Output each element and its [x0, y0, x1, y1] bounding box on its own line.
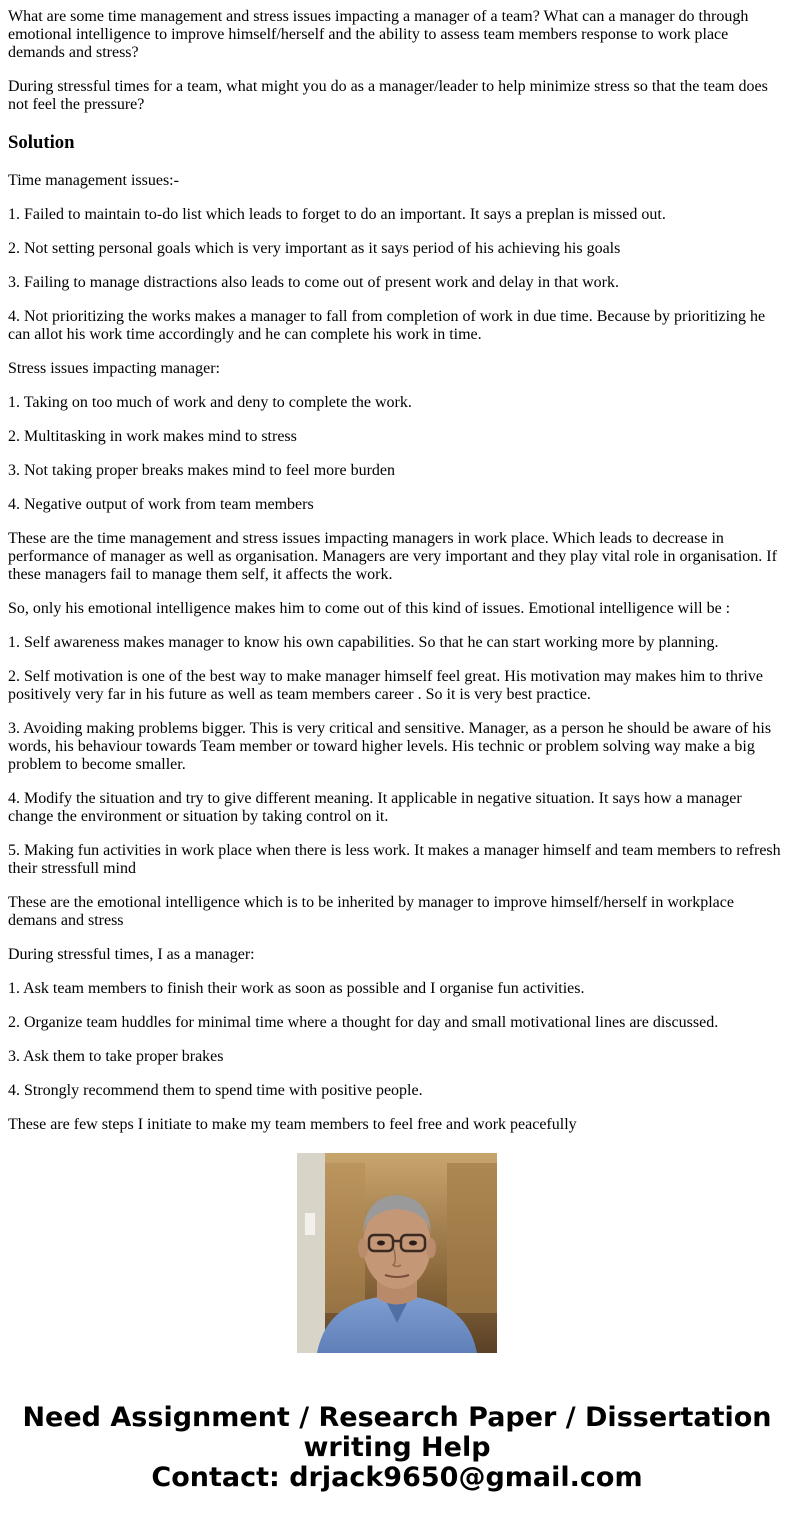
footer-contact[interactable]: Contact: drjack9650@gmail.com: [151, 1462, 643, 1493]
solution-paragraph: So, only his emotional intelligence makes him to come out of this kind of issues. Emotional intelligence will be :: [8, 600, 731, 617]
solution-paragraph: 2. Multitasking in work makes mind to stress: [8, 428, 297, 445]
solution-paragraph: These are the time management and stress issues impacting managers in work place. Which leads to decrease in performance of manager as well as organisation. Managers are very important and they play vital role in organisation. If these managers fail to manage them self, it affects the work.: [8, 530, 777, 583]
solution-paragraph: 2. Not setting personal goals which is very important as it says period of his achieving his goals: [8, 240, 621, 257]
solution-paragraph: 3. Ask them to take proper brakes: [8, 1048, 224, 1065]
solution-paragraph: 4. Negative output of work from team members: [8, 496, 314, 513]
article-content: [8, 0, 784, 1133]
solution-paragraph: 2. Self motivation is one of the best way to make manager himself feel great. His motivation may makes him to thrive positively very far in his future as well as team members career . So it is very best practice.: [8, 668, 763, 703]
solution-paragraph: 2. Organize team huddles for minimal time where a thought for day and small motivational lines are discussed.: [8, 1014, 719, 1031]
solution-paragraph: 4. Modify the situation and try to give different meaning. It applicable in negative situation. It says how a manager change the environment or situation by taking control on it.: [8, 790, 742, 825]
solution-paragraph: 4. Not prioritizing the works makes a manager to fall from completion of work in due time. Because by prioritizing he can allot his work time accordingly and he can complete his work in time.: [8, 308, 766, 343]
footer-line: writing Help: [303, 1432, 491, 1463]
solution-heading: Solution: [8, 132, 75, 153]
solution-paragraph: 1. Self awareness makes manager to know his own capabilities. So that he can start working more by planning.: [8, 634, 719, 651]
author-avatar: [297, 1153, 497, 1353]
solution-paragraph: Stress issues impacting manager:: [8, 360, 220, 377]
solution-paragraph: 1. Taking on too much of work and deny to complete the work.: [8, 394, 412, 411]
solution-paragraph: These are few steps I initiate to make my team members to feel free and work peacefully: [8, 1116, 577, 1133]
solution-paragraph: 1. Ask team members to finish their work as soon as possible and I organise fun activities.: [8, 980, 585, 997]
solution-paragraph: 3. Not taking proper breaks makes mind to feel more burden: [8, 462, 395, 479]
question-paragraph: During stressful times for a team, what might you do as a manager/leader to help minimize stress so that the team does not feel the pressure?: [8, 78, 768, 113]
question-paragraph: What are some time management and stress issues impacting a manager of a team? What can a manager do through emotional intelligence to improve himself/herself and the ability to assess team members response to work place demands and stress?: [8, 8, 749, 61]
footer-line: Need Assignment / Research Paper / Dissertation: [22, 1402, 772, 1433]
solution-paragraph: 3. Failing to manage distractions also leads to come out of present work and delay in that work.: [8, 274, 619, 291]
solution-paragraph: These are the emotional intelligence which is to be inherited by manager to improve himself/herself in workplace demans and stress: [8, 894, 734, 929]
author-photo: [297, 1153, 497, 1353]
solution-paragraph: Time management issues:-: [8, 172, 179, 189]
solution-paragraph: 5. Making fun activities in work place when there is less work. It makes a manager himself and team members to refresh their stressfull mind: [8, 842, 781, 877]
footer-banner: [0, 1403, 794, 1493]
solution-paragraph: 4. Strongly recommend them to spend time with positive people.: [8, 1082, 423, 1099]
solution-paragraph: 3. Avoiding making problems bigger. This is very critical and sensitive. Manager, as a person he should be aware of his words, his behaviour towards Team member or toward higher levels. His technic or problem solving way make a big problem to become smaller.: [8, 720, 772, 773]
solution-paragraph: 1. Failed to maintain to-do list which leads to forget to do an important. It says a preplan is missed out.: [8, 206, 666, 223]
solution-paragraph: During stressful times, I as a manager:: [8, 946, 255, 963]
